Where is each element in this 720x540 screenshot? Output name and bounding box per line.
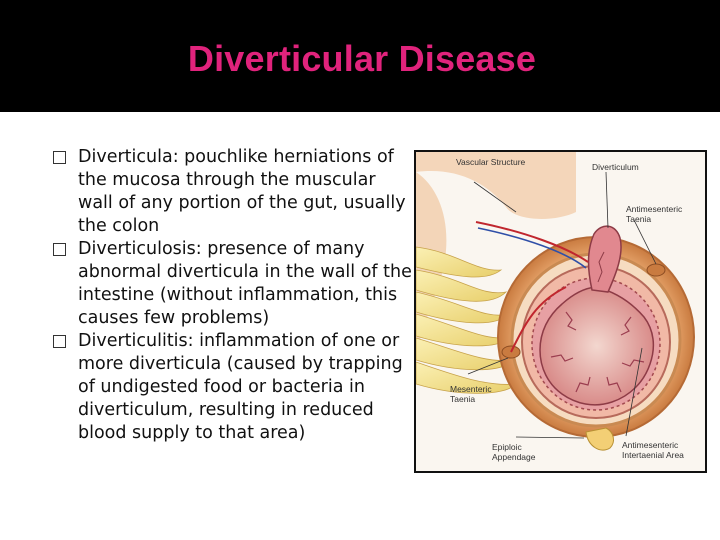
- label-antimesenteric-intertaenial-area: Antimesenteric Intertaenial Area: [622, 440, 684, 460]
- colon-cross-section-illustration: [416, 152, 705, 471]
- bullet-term: Diverticulosis: [78, 239, 196, 259]
- bullet-term: Diverticula: [78, 147, 173, 167]
- bullet-term: Diverticulitis: [78, 331, 188, 351]
- slide-title: Diverticular Disease: [187, 38, 537, 79]
- label-diverticulum: Diverticulum: [592, 162, 639, 172]
- label-epiploic-appendage: Epiploic Appendage: [492, 442, 536, 462]
- label-vascular-structure: Vascular Structure: [456, 157, 526, 167]
- bullet-diverticula: [52, 146, 412, 238]
- title-band: [0, 0, 720, 112]
- bullet-marker-icon: [53, 243, 66, 256]
- bullet-definition: : presence of many abnormal diverticula in the wall of the intestine (without inflammation, this causes few problems): [78, 239, 412, 328]
- bullet-definition: : pouchlike herniations of the mucosa through the muscular wall of any portion of the gut, usually the colon: [78, 147, 406, 236]
- bullet-marker-icon: [53, 151, 66, 164]
- colon-cross-section-figure: [414, 150, 707, 473]
- label-mesenteric-taenia: Mesenteric Taenia: [450, 384, 492, 404]
- bullet-definition: : inflammation of one or more diverticula (caused by trapping of undigested food or bacteria in diverticulum, resulting in reduced blood supply to that area): [78, 331, 403, 443]
- label-antimesenteric-taenia: Antimesenteric Taenia: [626, 204, 683, 224]
- bullet-list: [52, 146, 412, 445]
- bullet-diverticulosis: [52, 238, 412, 330]
- bullet-marker-icon: [53, 335, 66, 348]
- bullet-diverticulitis: [52, 330, 412, 445]
